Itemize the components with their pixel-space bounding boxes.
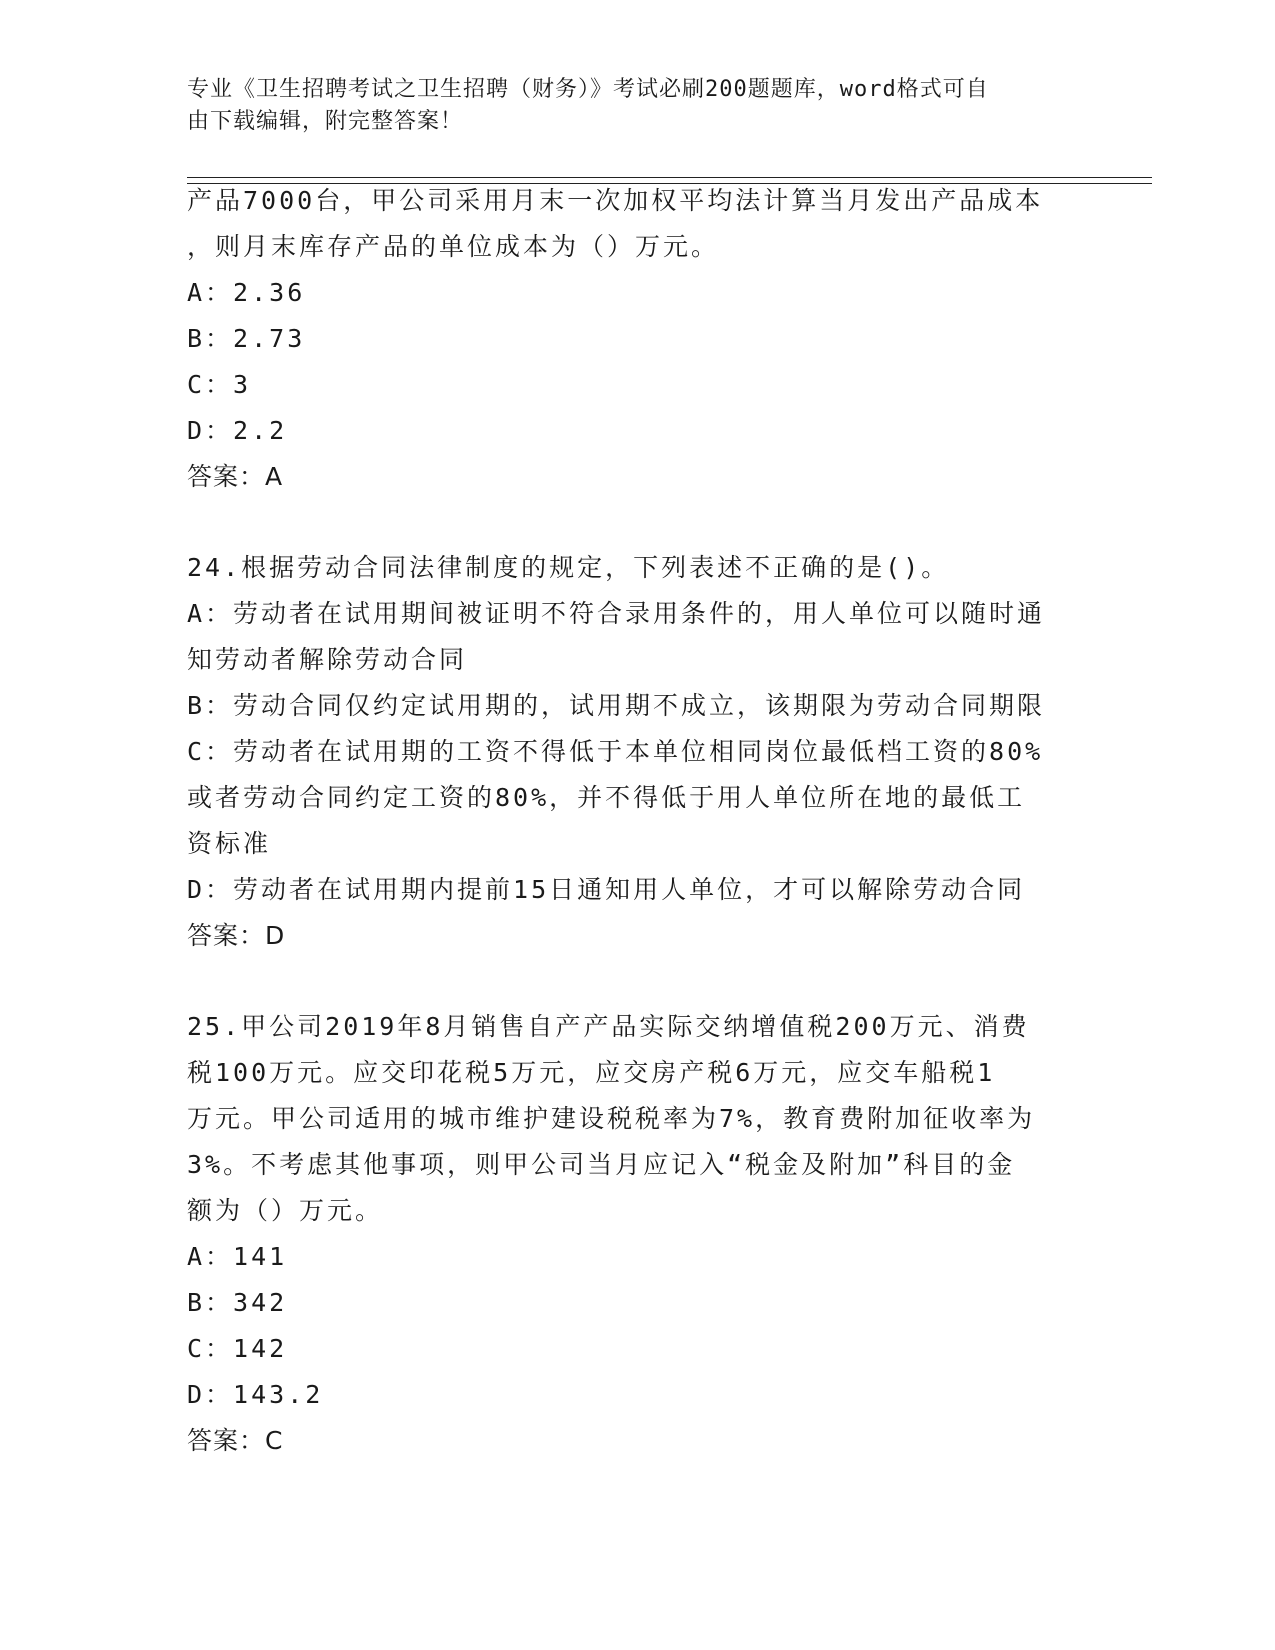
header-title-line-2: 由下载编辑，附完整答案！ [187,109,464,134]
question-spacer [187,500,1087,545]
answer-line: 答案：D [187,921,286,950]
option-d: D：劳动者在试用期内提前15日通知用人单位，才可以解除劳动合同 [187,875,1026,904]
option-d: D：143.2 [187,1380,324,1409]
question-spacer [187,959,1087,1004]
option-c: C：3 [187,370,252,399]
option-c-continued: 资标准 [187,829,272,858]
option-c: C：142 [187,1334,288,1363]
header-title-line-1: 专业《卫生招聘考试之卫生招聘（财务）》考试必刷200题题库，word格式可自 [187,77,989,102]
answer-line: 答案：C [187,1426,284,1455]
option-c-continued: 或者劳动合同约定工资的80%，并不得低于用人单位所在地的最低工 [187,783,1026,812]
question-24 [187,545,1087,959]
question-stem-line: 税100万元。应交印花税5万元，应交房产税6万元，应交车船税1 [187,1058,996,1087]
option-c: C：劳动者在试用期的工资不得低于本单位相同岗位最低档工资的80% [187,737,1044,766]
option-a: A：劳动者在试用期间被证明不符合录用条件的，用人单位可以随时通 [187,599,1046,628]
document-header [187,74,1087,138]
question-stem-line: 额为（）万元。 [187,1196,384,1225]
option-d: D：2.2 [187,416,288,445]
option-a: A：2.36 [187,278,306,307]
option-a: A：141 [187,1242,288,1271]
question-stem-line: 产品7000台，甲公司采用月末一次加权平均法计算当月发出产品成本 [187,186,1044,215]
question-list [187,178,1087,1464]
question-23 [187,178,1087,500]
question-stem-line: 25.甲公司2019年8月销售自产产品实际交纳增值税200万元、消费 [187,1012,1030,1041]
answer-line: 答案：A [187,462,284,491]
question-stem-line: ，则月末库存产品的单位成本为（）万元。 [187,232,720,261]
question-stem-line: 万元。甲公司适用的城市维护建设税税率为7%，教育费附加征收率为 [187,1104,1036,1133]
question-stem-line: 24.根据劳动合同法律制度的规定，下列表述不正确的是()。 [187,553,950,582]
question-25 [187,1004,1087,1464]
option-b: B：劳动合同仅约定试用期的，试用期不成立，该期限为劳动合同期限 [187,691,1046,720]
option-b: B：2.73 [187,324,306,353]
option-b: B：342 [187,1288,288,1317]
question-stem-line: 3%。不考虑其他事项，则甲公司当月应记入“税金及附加”科目的金 [187,1150,1016,1179]
option-a-continued: 知劳动者解除劳动合同 [187,645,468,674]
